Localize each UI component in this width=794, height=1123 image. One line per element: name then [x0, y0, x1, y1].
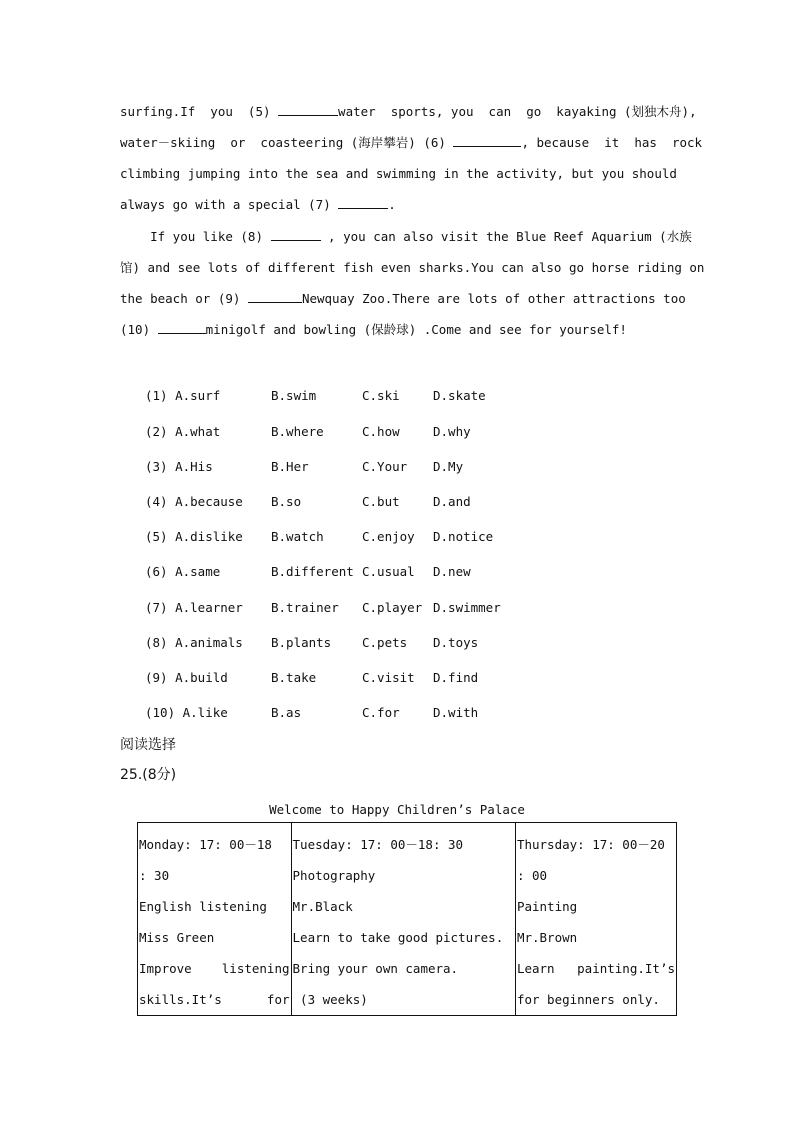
thursday-time: Thursday: 17: 00－20 [516, 837, 665, 852]
option-c: C.pets [362, 635, 408, 650]
tuesday-course: Photography [292, 868, 376, 883]
option-a: (8) A.animals [145, 635, 243, 650]
thursday-desc: for beginners only. [516, 992, 660, 1007]
option-a: (6) A.same [145, 564, 221, 579]
option-b: B.so [271, 494, 302, 509]
monday-time-cont: : 30 [139, 868, 170, 883]
option-a: (3) A.His [145, 459, 213, 474]
answer-blank [248, 289, 302, 303]
option-d: D.My [433, 459, 464, 474]
option-d: D.find [433, 670, 479, 685]
thursday-course: Painting [516, 899, 578, 914]
passage-line [120, 320, 675, 340]
thursday-time-cont: : 00 [516, 868, 548, 883]
tuesday-teacher: Mr.Black [292, 899, 353, 914]
passage-text: Newquay Zoo.There are lots of other attractions too [301, 291, 686, 306]
option-c: C.visit [362, 670, 415, 685]
passage-text: , because it has rock [521, 135, 703, 150]
tuesday-desc: Bring your own camera. [292, 961, 459, 976]
option-a: (7) A.learner [145, 600, 243, 615]
passage-text: water sports, you can go kayaking (划独木舟), [338, 104, 697, 119]
option-b: B.different [271, 564, 354, 579]
option-d: D.skate [433, 388, 486, 403]
option-b: B.take [271, 670, 317, 685]
passage-text: If you like (8) [120, 229, 271, 244]
option-b: B.watch [271, 529, 324, 544]
passage-line: 馆) and see lots of different fish even sharks.You can also go horse riding on [120, 260, 705, 275]
option-b: B.trainer [271, 600, 339, 615]
option-c: C.usual [362, 564, 415, 579]
option-d: D.toys [433, 635, 479, 650]
thursday-teacher: Mr.Brown [516, 930, 578, 945]
passage-text: . [388, 197, 396, 212]
option-c: C.enjoy [362, 529, 415, 544]
option-d: D.and [433, 494, 471, 509]
passage-line [120, 227, 692, 247]
option-a: (2) A.what [145, 424, 221, 439]
passage-line [120, 102, 697, 122]
passage-text: the beach or (9) [120, 291, 248, 306]
passage-line [120, 289, 686, 309]
option-c: C.Your [362, 459, 408, 474]
passage-text: water－skiing or coasteering (海岸攀岩) (6) [120, 135, 454, 150]
monday-desc: skills.It’s for [139, 992, 290, 1007]
monday-desc: Improve listening [139, 961, 290, 976]
option-a: (4) A.because [145, 494, 243, 509]
answer-blank [453, 133, 521, 147]
option-d: D.why [433, 424, 471, 439]
table-row [138, 823, 677, 1016]
answer-blank [271, 227, 321, 241]
option-a: (10) A.like [145, 705, 228, 720]
passage-text: , you can also visit the Blue Reef Aquarium (水族 [320, 229, 692, 244]
answer-blank [338, 195, 388, 209]
schedule-title: Welcome to Happy Children’s Palace [269, 802, 525, 817]
option-b: B.plants [271, 635, 332, 650]
passage-line [120, 133, 703, 153]
option-a: (1) A.surf [145, 388, 221, 403]
passage-text: (10) [120, 322, 158, 337]
monday-teacher: Miss Green [139, 930, 215, 945]
option-c: C.how [362, 424, 400, 439]
option-c: C.player [362, 600, 423, 615]
option-c: C.for [362, 705, 400, 720]
schedule-table [137, 822, 677, 1016]
option-b: B.swim [271, 388, 317, 403]
section-heading: 阅读选择 [120, 737, 176, 753]
answer-blank [278, 102, 338, 116]
passage-line [120, 195, 675, 215]
passage-text: surfing.If you (5) [120, 104, 279, 119]
monday-course: English listening [139, 899, 267, 914]
tuesday-duration: (3 weeks) [292, 992, 368, 1007]
passage-text: always go with a special (7) [120, 197, 339, 212]
option-d: D.new [433, 564, 471, 579]
tuesday-desc: Learn to take good pictures. [292, 930, 504, 945]
option-b: B.Her [271, 459, 309, 474]
monday-cell [138, 823, 292, 1016]
option-d: D.notice [433, 529, 494, 544]
passage-text: minigolf and bowling (保龄球) .Come and see for yourself! [205, 322, 627, 337]
thursday-desc: Learn painting.It’s [516, 961, 675, 976]
option-a: (9) A.build [145, 670, 228, 685]
thursday-cell [515, 823, 676, 1016]
passage-line: climbing jumping into the sea and swimming in the activity, but you should [120, 166, 677, 181]
option-b: B.as [271, 705, 302, 720]
answer-blank [158, 320, 206, 334]
option-d: D.swimmer [433, 600, 501, 615]
question-number: 25.(8分) [120, 767, 177, 783]
option-c: C.ski [362, 388, 400, 403]
tuesday-cell [291, 823, 515, 1016]
option-c: C.but [362, 494, 400, 509]
monday-time: Monday: 17: 00－18 [139, 837, 272, 852]
tuesday-time: Tuesday: 17: 00－18: 30 [292, 837, 464, 852]
option-d: D.with [433, 705, 479, 720]
option-a: (5) A.dislike [145, 529, 243, 544]
option-b: B.where [271, 424, 324, 439]
